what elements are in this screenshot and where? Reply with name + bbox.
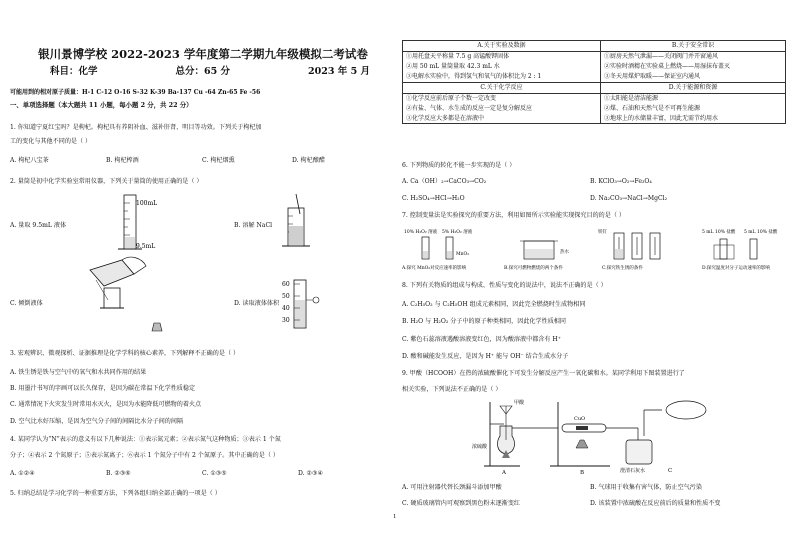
q2-option-b-text: B. 溶解 NaCl — [234, 222, 273, 229]
q7-figure-b — [504, 241, 569, 271]
q9-label-cuo: CuO — [574, 416, 586, 422]
q4-option-d: D. ②③④ — [298, 470, 323, 477]
q9-option-a: A. 可用注射器代替长颈漏斗添加甲酸 — [402, 484, 502, 491]
q2-figure-d — [278, 278, 326, 330]
table-c3: ③化学反应大多都是在溶液中 — [406, 114, 485, 122]
q2-option-d: D. 读取液体体积 — [234, 300, 280, 307]
q2-figure-c — [82, 252, 154, 312]
q7-caption-a: A.探究 MnO₂对反应速率的影响 — [402, 266, 467, 271]
q4-stem-line2: 分子；④表示 2 个氮原子；⑤表示氮离子；⑥表示 1 个氮分子中有 2 个氮原子。其中正确的是（ ） — [10, 452, 279, 459]
subject-label: 科目：化学 — [50, 66, 98, 77]
q8-stem: 8. 下列有关物质的组成与构成、性质与变化的说法中，说法不正确的是（ ） — [402, 282, 607, 289]
table-head-c: C.关于化学反应 — [403, 82, 601, 93]
q9-device-c — [620, 401, 706, 474]
q9-label-conc-sulfuric: 浓硫酸 — [472, 444, 488, 450]
q2-tick-40: 40 — [282, 305, 290, 312]
q4-options — [10, 470, 323, 477]
q2-label-9-5ml: 9.5mL — [136, 243, 156, 250]
q6-stem: 6. 下列物质的转化不能一步实现的是（ ） — [402, 162, 516, 169]
table-d3: ③地球上的水储量丰富，因此无需节约用水 — [604, 114, 719, 122]
table-head-d: D.关于能源和资源 — [601, 82, 786, 93]
table-cell-d — [601, 93, 786, 124]
q3-option-a: A. 铁生锈是铁与空气中的氧气和水共同作用的结果 — [10, 369, 147, 376]
q9-option-c: C. 硬质玻璃管内可观察到黑色粉末逐渐变红 — [402, 500, 521, 507]
score-label: 总分：65 分 — [175, 66, 231, 77]
table-cell-c — [403, 93, 601, 124]
q9-label-b: B — [580, 470, 585, 476]
q8-option-a: A. C₂H₅O₂ 与 C₂H₅OH 组成元素相同，因此完全燃烧时生成物相同 — [402, 301, 586, 308]
q8-option-b: B. H₂O 与 H₂O₂ 分子中的原子种类相同，因此化学性质相同 — [402, 318, 566, 325]
table-cell-b — [601, 52, 786, 83]
table-cell-a — [403, 52, 601, 83]
q2-bottle-stopper — [150, 320, 164, 332]
q7-label-c: 铁钉 — [598, 230, 607, 235]
q2-tick-50: 50 — [282, 293, 290, 300]
q7-label-a1: 10% H₂O₂ 溶液 — [404, 230, 438, 235]
q7-stem: 7. 控制变量法是实验探究的重要方法，利用如图所示实验能实现探究目的的是（ ） — [402, 212, 625, 219]
table-a2: ②用 50 mL 量筒量取 42.3 mL 水 — [406, 63, 500, 71]
q7-label-b: 热水 — [560, 250, 569, 255]
q7-figure-a — [401, 228, 473, 271]
q4-option-c: C. ①③⑤ — [202, 470, 227, 477]
q2-stem: 2. 量筒是初中化学实验室常用仪器，下列关于量筒的使用正确的是（ ） — [10, 178, 203, 185]
q9-label-formic-acid: 甲酸 — [514, 400, 525, 406]
q9-label-limewater: 澄清石灰水 — [620, 468, 646, 474]
q2-figure-b — [276, 192, 316, 250]
exam-title: 银川景博学校 2022-2023 学年度第二学期九年级模拟二考试卷 — [38, 47, 368, 61]
table-head-b: B.关于安全常识 — [601, 41, 786, 52]
section-heading: 一、单项选择题（本大题共 11 小题，每小题 2 分，共 22 分） — [10, 101, 193, 109]
q3-option-c: C. 通常情况下火灾发生时常用水灭火，是因为水能降低可燃物的着火点 — [10, 401, 202, 408]
q1-option-d: D. 枸杞酿醋 — [292, 157, 325, 164]
q1-stem-line2: 工的变化与其他不同的是（ ） — [10, 138, 92, 145]
q2-tick-60: 60 — [282, 281, 290, 288]
table-a3: ③电解水实验中，得到氢气和氧气的体积比为 2 : 1 — [406, 73, 542, 81]
q7-figure — [402, 225, 786, 273]
q9-stem-line1: 9. 甲酸（HCOOH）在热的浓硫酸催化下可发生分解反应产生一氧化碳和水。某同学利用下图装置进行了 — [402, 370, 685, 377]
q9-device-b — [550, 402, 610, 476]
table-d1: ①太阳能是清洁能源 — [604, 94, 659, 102]
q4-option-a: A. ①②④ — [10, 470, 35, 477]
q3-option-d: D. 空气比水好压缩，是因为空气分子间的间隔比水分子间的间隔 — [10, 418, 184, 425]
q6-option-d: D. Na₂CO₃→NaCl→MgCl₂ — [590, 195, 668, 202]
q9-label-a: A — [502, 470, 506, 476]
page-number: 1 — [393, 514, 397, 520]
q7-caption-c: C.探究铁生锈的条件 — [602, 266, 643, 271]
q1-option-b: B. 枸杞榨酒 — [106, 157, 139, 164]
table-b2: ②实验时酒精在实验桌上燃烧——用湿抹布盖灭 — [604, 63, 731, 71]
q7-label-a3: MnO₂ — [456, 252, 469, 257]
q9-option-b: B. 气球用于收集有害气体，防止空气污染 — [590, 484, 702, 491]
q4-option-b: B. ②③⑥ — [106, 470, 131, 477]
table-c2: ②有盐、气体、水生成的反应一定是复分解反应 — [406, 104, 533, 112]
date-label: 2023 年 5 月 — [308, 66, 370, 77]
table-b3: ③冬天用煤炉取暖——保证室内通风 — [604, 73, 701, 81]
q2-option-a: A. 量取 9.5mL 液体 — [10, 222, 67, 229]
q7-figure-d — [702, 228, 778, 271]
q7-label-a2: 5% H₂O₂ 溶液 — [442, 230, 473, 235]
q1-option-a: A. 枸杞八宝茶 — [10, 157, 49, 164]
q2-option-c: C. 倾倒液体 — [10, 300, 43, 307]
q6-option-b: B. KClO₃→O₂→Fe₃O₄ — [590, 178, 652, 185]
table-c1: ①化学反应前后原子个数一定改变 — [406, 94, 497, 102]
table-head-a: A.关于实验及数据 — [403, 41, 601, 52]
q7-figure-c — [598, 228, 660, 271]
q2-figure-a — [106, 193, 186, 255]
q9-label-c: C — [668, 468, 673, 474]
q7-label-d1: 5 mL 10% 盐酸 — [702, 230, 736, 235]
q8-option-c: C. 紫色石蕊溶液遇酸溶液变红色，因为酸溶液中都含有 H⁺ — [402, 336, 561, 343]
q7-caption-d: D.探究温度对分子运动速率的影响 — [702, 266, 770, 271]
q9-option-d: D. 该装置中浓硫酸在反应前后的质量和性质不变 — [590, 500, 721, 507]
q1-options — [10, 157, 325, 164]
q9-stem-line2: 相关实验，下列说法不正确的是（ ） — [402, 386, 502, 393]
q7-caption-b: B.探究可燃物燃烧的两个条件 — [504, 266, 563, 271]
q5-stem: 5. 归纳总结是学习化学的一种重要方法，下列各组归纳全部正确的一项是（ ） — [10, 490, 221, 497]
table-d2: ②煤、石油和天然气是不可再生能源 — [604, 104, 701, 112]
q3-option-b: B. 用墨汁书写的字画可以长久保存，是因为碳在常温下化学性质稳定 — [10, 385, 196, 392]
q2-tick-30: 30 — [282, 317, 290, 324]
table-a1: ①用托盘天平称量 7.5 g 高锰酸钾固体 — [406, 53, 510, 60]
table-b1: ①厨房天然气泄漏——关闭阀门并开窗通风 — [604, 53, 719, 60]
q1-option-c: C. 枸杞烟熏 — [202, 157, 235, 164]
q1-stem-line1: 1. 你知道宁夏红宝吗？是枸杞。枸杞具有养阴补血、滋补肝肾、明目等功效。下列关于枸杞加 — [10, 124, 262, 131]
q2-option-b — [234, 222, 272, 229]
q7-label-d2: 5 mL 10% 盐酸 — [744, 230, 778, 235]
q2-label-100ml: 100mL — [136, 200, 158, 207]
q8-option-d: D. 酸和碱能发生反应，是因为 H⁺ 能与 OH⁻ 结合生成水分子 — [402, 353, 569, 360]
q6-option-c: C. H₂SO₄→HCl→H₂O — [402, 195, 465, 202]
q6-option-a: A. Ca（OH）₂→CaCO₃→CO₂ — [402, 178, 487, 185]
q9-device-a — [472, 399, 525, 476]
exam-subtitle — [50, 66, 370, 77]
atomic-masses: 可能用到的相对原子质量：H-1 C-12 O-16 S-32 K-39 Ba-137 Cu -64 Zn-65 Fe -56 — [10, 89, 261, 96]
q4-stem-line1: 4. 某同学认为“N”表示的意义有以下几种说法：①表示氮元素；②表示氮气这种物质；③表示 1 个氮 — [10, 436, 281, 443]
q3-stem: 3. 宏观辨识、微观探析、证据推理是化学学科的核心素养，下列解释不正确的是（ ） — [10, 350, 240, 357]
q5-summary-table — [402, 40, 786, 124]
q9-apparatus-figure — [470, 396, 720, 476]
